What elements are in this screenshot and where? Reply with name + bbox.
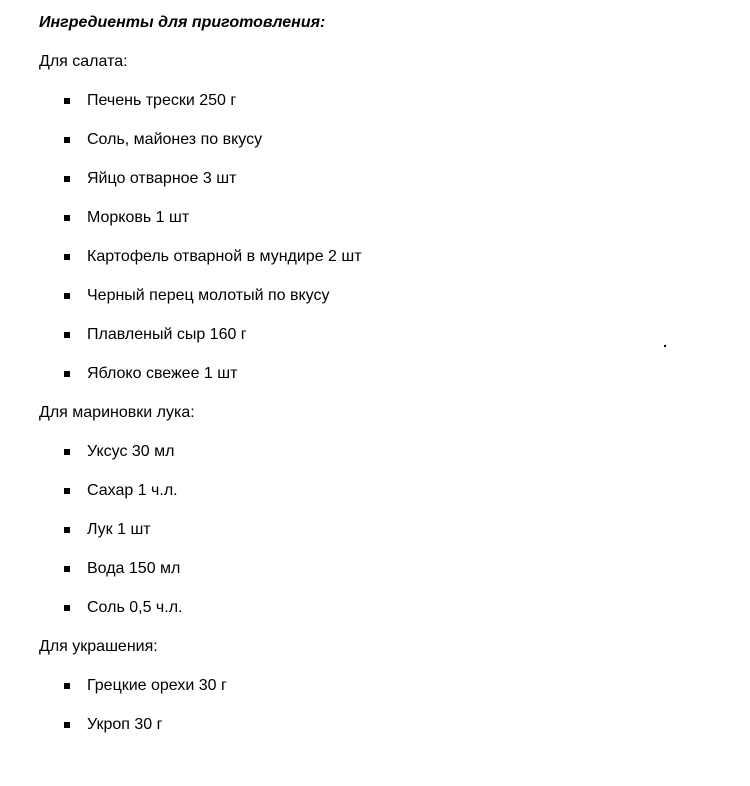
list-item-text: Лук 1 шт (87, 521, 151, 538)
list-item-text: Яйцо отварное 3 шт (87, 170, 237, 187)
list-item-text: Уксус 30 мл (87, 443, 175, 460)
list-item-text: Соль 0,5 ч.л. (87, 599, 183, 616)
square-bullet-icon (64, 332, 70, 338)
square-bullet-icon (64, 137, 70, 143)
square-bullet-icon (64, 683, 70, 689)
section-heading-marinade: Для мариновки лука: (39, 404, 195, 421)
list-item-text: Вода 150 мл (87, 560, 181, 577)
list-item-text: Морковь 1 шт (87, 209, 190, 226)
list-item-text: Грецкие орехи 30 г (87, 677, 227, 694)
square-bullet-icon (64, 449, 70, 455)
list-item-text: Яблоко свежее 1 шт (87, 365, 238, 382)
list-item-text: Укроп 30 г (87, 716, 163, 733)
square-bullet-icon (64, 254, 70, 260)
square-bullet-icon (64, 176, 70, 182)
section-heading-salad: Для салата: (39, 53, 128, 70)
stray-dot (664, 345, 666, 347)
list-item-text: Печень трески 250 г (87, 92, 237, 109)
square-bullet-icon (64, 605, 70, 611)
list-item-text: Сахар 1 ч.л. (87, 482, 178, 499)
section-heading-garnish: Для украшения: (39, 638, 158, 655)
list-item-text: Картофель отварной в мундире 2 шт (87, 248, 362, 265)
square-bullet-icon (64, 293, 70, 299)
square-bullet-icon (64, 371, 70, 377)
list-item-text: Плавленый сыр 160 г (87, 326, 247, 343)
list-item-text: Соль, майонез по вкусу (87, 131, 263, 148)
list-item-text: Черный перец молотый по вкусу (87, 287, 330, 304)
square-bullet-icon (64, 215, 70, 221)
square-bullet-icon (64, 527, 70, 533)
square-bullet-icon (64, 566, 70, 572)
ingredients-title: Ингредиенты для приготовления: (39, 14, 326, 31)
square-bullet-icon (64, 722, 70, 728)
square-bullet-icon (64, 488, 70, 494)
square-bullet-icon (64, 98, 70, 104)
